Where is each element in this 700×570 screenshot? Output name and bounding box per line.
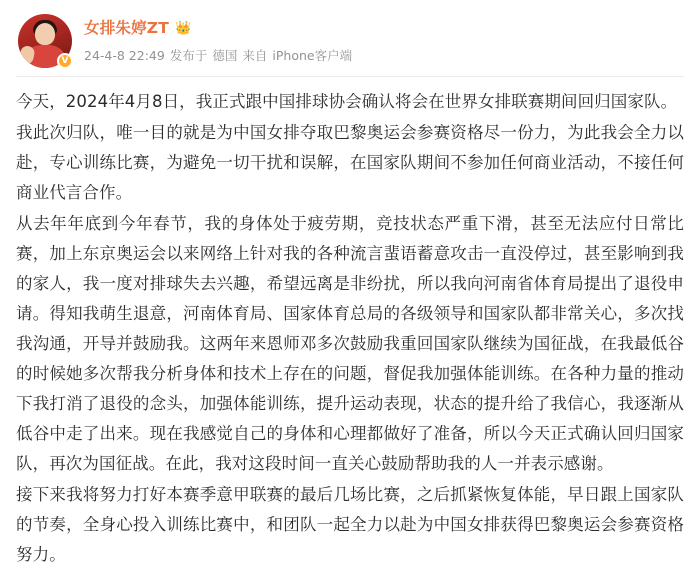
- author-row: [84, 18, 352, 38]
- post-location[interactable]: 德国: [212, 48, 238, 63]
- crown-icon: 👑: [175, 20, 192, 36]
- post-timestamp: 24-4-8 22:49: [84, 48, 165, 63]
- author-name[interactable]: 女排朱婷ZT: [84, 19, 170, 37]
- post-meta: [84, 14, 352, 64]
- post-paragraph: 从去年年底到今年春节，我的身体处于疲劳期，竞技状态严重下滑，甚至无法应付日常比赛，加上东京奥运会以来网络上针对我的各种流言蜚语蓄意攻击一直没停过，甚至影响到我的家人，我一度对排球失去兴趣，希望远离是非纷扰，所以我向河南省体育局提出了退役申请。得知我萌生退意，河南体育局、国家体育总局的各级领导和国家队都非常关心，多次找我沟通，开导并鼓励我。这两年来恩师邓多次鼓励我重回国家队继续为国征战，在我最低谷的时候她多次帮我分析身体和技术上存在的问题，督促我加强体能训练。在各种力量的推动下我打消了退役的念头，加强体能训练，提升运动表现，状态的提升给了我信心，我逐渐从低谷中走了出来。现在我感觉自己的身体和心理都做好了准备，所以今天正式确认回归国家队，再次为国征战。在此，我对这段时间一直关心鼓励帮助我的人一并表示感谢。: [16, 214, 684, 473]
- from-label: 来自: [242, 48, 268, 63]
- verified-badge-icon: V: [57, 53, 73, 69]
- avatar-face: [35, 23, 55, 45]
- post-paragraph: 我此次归队，唯一目的就是为中国女排夺取巴黎奥运会参赛资格尽一份力，为此我会全力以赴，专心训练比赛，为避免一切干扰和误解，在国家队期间不参加任何商业活动，不接任何商业代言合作。: [16, 123, 684, 202]
- post-paragraph: 今天，2024年4月8日，我正式跟中国排球协会确认将会在世界女排联赛期间回归国家队。: [16, 92, 678, 111]
- avatar[interactable]: [18, 14, 72, 68]
- post-body: [16, 87, 684, 570]
- post-source[interactable]: iPhone客户端: [272, 48, 353, 63]
- post-header: [16, 12, 684, 74]
- publish-label: 发布于: [169, 48, 208, 63]
- post-paragraph: 接下来我将努力打好本赛季意甲联赛的最后几场比赛，之后抓紧恢复体能，早日跟上国家队的节奏，全身心投入训练比赛中，和团队一起全力以赴为中国女排获得巴黎奥运会参赛资格努力。: [16, 485, 684, 564]
- header-divider: [16, 76, 684, 77]
- post-submeta: [84, 47, 352, 64]
